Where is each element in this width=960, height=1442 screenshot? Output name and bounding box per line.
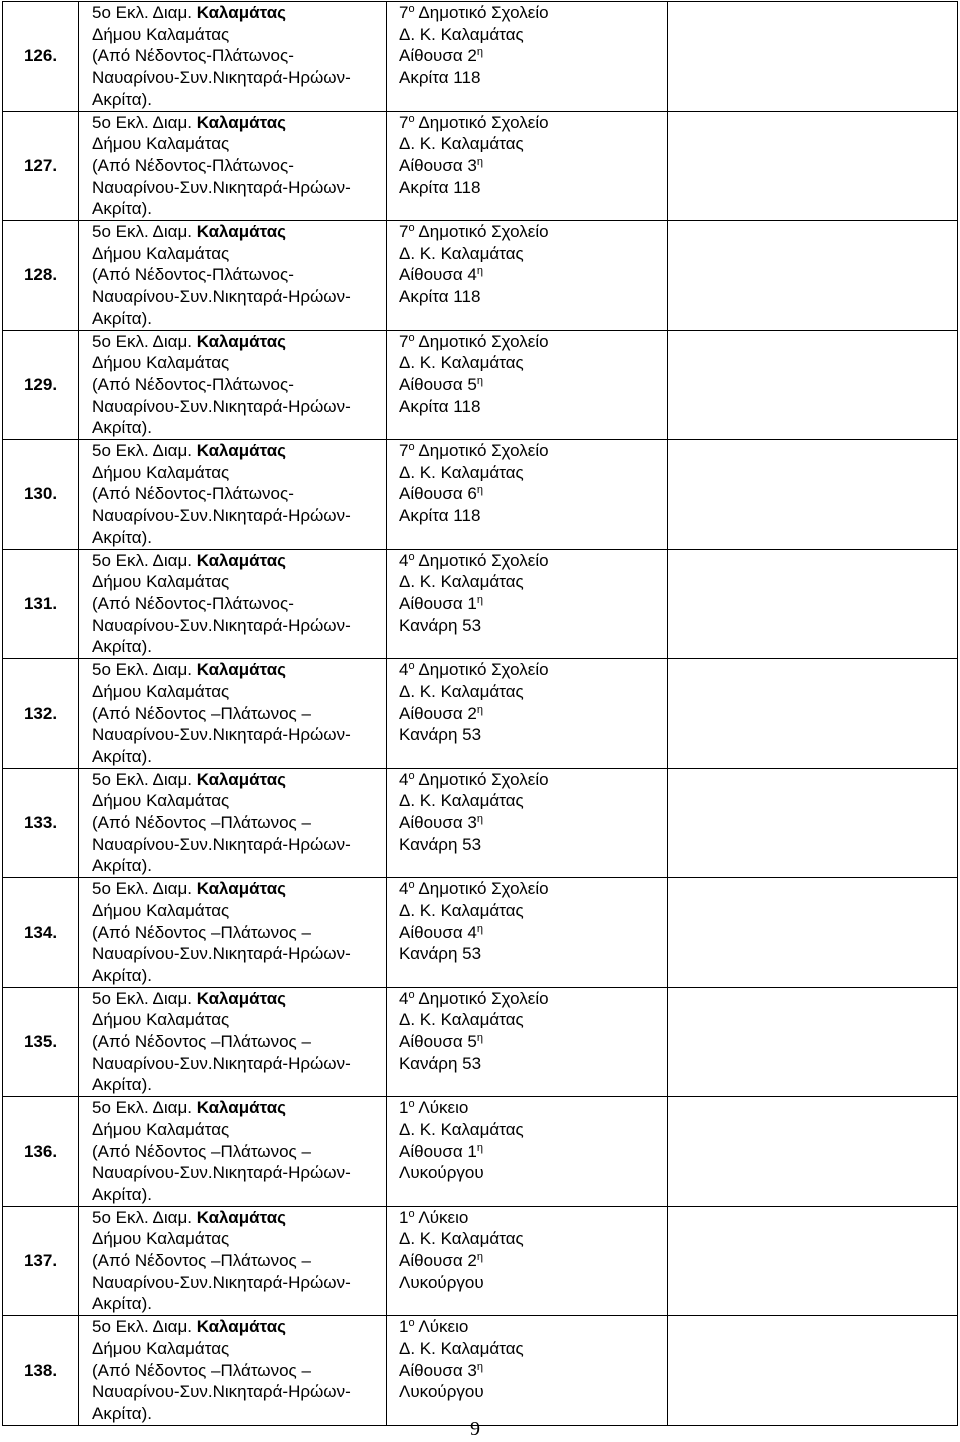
electoral-district-cell <box>79 659 387 769</box>
district-city: Καλαμάτας <box>196 222 286 242</box>
electoral-district-cell <box>79 878 387 988</box>
district-streets-line1: (Από Νέδοντος-Πλάτωνος- <box>92 46 294 66</box>
district-municipality: Δήμου Καλαμάτας <box>92 1010 230 1030</box>
district-streets-line2: Ναυαρίνου-Συν.Νικηταρά-Ηρώων- <box>92 725 351 745</box>
district-city: Καλαμάτας <box>196 1317 286 1337</box>
district-streets-line2: Ναυαρίνου-Συν.Νικηταρά-Ηρώων- <box>92 506 351 526</box>
polling-place-cell <box>387 1097 668 1207</box>
table-row <box>3 659 958 769</box>
room-label: Αίθουσα <box>399 374 463 394</box>
school-ordinal: 1 <box>399 1317 409 1337</box>
row-number: 134. <box>3 878 79 988</box>
district-streets-line2: Ναυαρίνου-Συν.Νικηταρά-Ηρώων- <box>92 615 351 635</box>
street-address: Λυκούργου <box>399 1163 484 1183</box>
polling-place-cell <box>387 330 668 440</box>
street-address: Ακρίτα 118 <box>399 177 481 197</box>
school-ordinal: 1 <box>399 1098 409 1118</box>
polling-place-cell <box>387 987 668 1097</box>
room-number-suffix: η <box>476 1251 483 1264</box>
empty-cell <box>668 2 958 112</box>
room-number: 1 <box>467 1141 477 1161</box>
school-ordinal-suffix: ο <box>408 1098 415 1111</box>
district-municipality: Δήμου Καλαμάτας <box>92 791 230 811</box>
community-name: Δ. Κ. Καλαμάτας <box>399 243 524 263</box>
district-municipality: Δήμου Καλαμάτας <box>92 900 230 920</box>
school-name: Δημοτικό Σχολείο <box>418 988 549 1008</box>
row-number: 128. <box>3 221 79 331</box>
school-ordinal: 7 <box>399 222 409 242</box>
table-row <box>3 549 958 659</box>
row-number: 127. <box>3 111 79 221</box>
district-prefix: 5ο Εκλ. Διαμ. <box>92 112 192 132</box>
district-streets-line2: Ναυαρίνου-Συν.Νικηταρά-Ηρώων- <box>92 1053 351 1073</box>
room-number-suffix: η <box>476 1360 483 1373</box>
district-streets-line2: Ναυαρίνου-Συν.Νικηταρά-Ηρώων- <box>92 944 351 964</box>
empty-cell <box>668 111 958 221</box>
row-number: 136. <box>3 1097 79 1207</box>
district-streets-line1: (Από Νέδοντος –Πλάτωνος – <box>92 813 311 833</box>
district-city: Καλαμάτας <box>196 550 286 570</box>
district-municipality: Δήμου Καλαμάτας <box>92 462 230 482</box>
district-city: Καλαμάτας <box>196 988 286 1008</box>
district-streets-line1: (Από Νέδοντος-Πλάτωνος- <box>92 155 294 175</box>
table-body <box>3 2 958 1426</box>
room-number-suffix: η <box>476 813 483 826</box>
school-name: Δημοτικό Σχολείο <box>418 3 549 22</box>
district-municipality: Δήμου Καλαμάτας <box>92 243 230 263</box>
district-city: Καλαμάτας <box>196 331 286 351</box>
district-streets-line3: Ακρίτα). <box>92 856 152 876</box>
school-ordinal-suffix: ο <box>408 769 415 782</box>
page-number: 9 <box>470 1418 480 1440</box>
street-address: Ακρίτα 118 <box>399 506 481 526</box>
school-ordinal: 7 <box>399 3 409 22</box>
district-streets-line1: (Από Νέδοντος –Πλάτωνος – <box>92 703 311 723</box>
room-label: Αίθουσα <box>399 1032 463 1052</box>
district-streets-line2: Ναυαρίνου-Συν.Νικηταρά-Ηρώων- <box>92 287 351 307</box>
electoral-district-cell <box>79 1206 387 1316</box>
district-prefix: 5ο Εκλ. Διαμ. <box>92 1207 192 1227</box>
electoral-district-cell <box>79 440 387 550</box>
district-streets-line2: Ναυαρίνου-Συν.Νικηταρά-Ηρώων- <box>92 834 351 854</box>
district-streets-line3: Ακρίτα). <box>92 199 152 219</box>
empty-cell <box>668 330 958 440</box>
district-streets-line1: (Από Νέδοντος –Πλάτωνος – <box>92 1251 311 1271</box>
table-row <box>3 768 958 878</box>
district-prefix: 5ο Εκλ. Διαμ. <box>92 1317 192 1337</box>
empty-cell <box>668 549 958 659</box>
district-municipality: Δήμου Καλαμάτας <box>92 1338 230 1358</box>
community-name: Δ. Κ. Καλαμάτας <box>399 24 524 44</box>
community-name: Δ. Κ. Καλαμάτας <box>399 1119 524 1139</box>
school-name: Δημοτικό Σχολείο <box>418 112 549 132</box>
community-name: Δ. Κ. Καλαμάτας <box>399 681 524 701</box>
district-streets-line1: (Από Νέδοντος –Πλάτωνος – <box>92 1141 311 1161</box>
electoral-district-cell <box>79 768 387 878</box>
school-ordinal-suffix: ο <box>408 550 415 563</box>
school-name: Δημοτικό Σχολείο <box>418 660 549 680</box>
room-number: 3 <box>467 155 477 175</box>
district-streets-line3: Ακρίτα). <box>92 89 152 109</box>
district-municipality: Δήμου Καλαμάτας <box>92 134 230 154</box>
street-address: Λυκούργου <box>399 1272 484 1292</box>
school-ordinal: 4 <box>399 988 409 1008</box>
school-ordinal: 7 <box>399 441 409 461</box>
school-ordinal-suffix: ο <box>408 1317 415 1330</box>
room-number-suffix: η <box>476 1141 483 1154</box>
row-number: 137. <box>3 1206 79 1316</box>
school-ordinal-suffix: ο <box>408 879 415 892</box>
district-streets-line3: Ακρίτα). <box>92 1404 152 1423</box>
room-number-suffix: η <box>476 1032 483 1045</box>
electoral-district-cell <box>79 111 387 221</box>
room-number: 6 <box>467 484 477 504</box>
polling-place-cell <box>387 1316 668 1426</box>
room-number-suffix: η <box>476 155 483 168</box>
school-ordinal-suffix: ο <box>408 1207 415 1220</box>
school-name: Λύκειο <box>418 1207 469 1227</box>
table-row <box>3 440 958 550</box>
district-prefix: 5ο Εκλ. Διαμ. <box>92 988 192 1008</box>
row-number: 126. <box>3 2 79 112</box>
district-streets-line3: Ακρίτα). <box>92 746 152 766</box>
street-address: Κανάρη 53 <box>399 725 482 745</box>
school-ordinal-suffix: ο <box>408 112 415 125</box>
room-number-suffix: η <box>476 265 483 278</box>
empty-cell <box>668 1316 958 1426</box>
polling-place-cell <box>387 1206 668 1316</box>
electoral-district-cell <box>79 330 387 440</box>
polling-place-cell <box>387 878 668 988</box>
empty-cell <box>668 878 958 988</box>
room-number: 1 <box>467 593 477 613</box>
district-streets-line1: (Από Νέδοντος-Πλάτωνος- <box>92 484 294 504</box>
district-streets-line3: Ακρίτα). <box>92 418 152 438</box>
electoral-district-cell <box>79 549 387 659</box>
district-municipality: Δήμου Καλαμάτας <box>92 1229 230 1249</box>
district-city: Καλαμάτας <box>196 1207 286 1227</box>
room-number-suffix: η <box>476 922 483 935</box>
row-number: 135. <box>3 987 79 1097</box>
room-number-suffix: η <box>476 374 483 387</box>
polling-place-cell <box>387 221 668 331</box>
school-name: Λύκειο <box>418 1317 469 1337</box>
district-streets-line2: Ναυαρίνου-Συν.Νικηταρά-Ηρώων- <box>92 177 351 197</box>
district-municipality: Δήμου Καλαμάτας <box>92 24 230 44</box>
district-streets-line2: Ναυαρίνου-Συν.Νικηταρά-Ηρώων- <box>92 1163 351 1183</box>
empty-cell <box>668 659 958 769</box>
school-ordinal: 4 <box>399 769 409 789</box>
electoral-district-cell <box>79 221 387 331</box>
room-label: Αίθουσα <box>399 155 463 175</box>
room-number: 2 <box>467 46 477 66</box>
district-streets-line1: (Από Νέδοντος –Πλάτωνος – <box>92 1032 311 1052</box>
school-ordinal-suffix: ο <box>408 988 415 1001</box>
room-label: Αίθουσα <box>399 46 463 66</box>
empty-cell <box>668 1097 958 1207</box>
district-streets-line3: Ακρίτα). <box>92 527 152 547</box>
district-streets-line2: Ναυαρίνου-Συν.Νικηταρά-Ηρώων- <box>92 1382 351 1402</box>
school-ordinal: 4 <box>399 660 409 680</box>
room-label: Αίθουσα <box>399 265 463 285</box>
school-ordinal-suffix: ο <box>408 660 415 673</box>
district-municipality: Δήμου Καλαμάτας <box>92 572 230 592</box>
room-number: 2 <box>467 1251 477 1271</box>
empty-cell <box>668 1206 958 1316</box>
row-number: 132. <box>3 659 79 769</box>
district-streets-line3: Ακρίτα). <box>92 965 152 985</box>
community-name: Δ. Κ. Καλαμάτας <box>399 353 524 373</box>
community-name: Δ. Κ. Καλαμάτας <box>399 1010 524 1030</box>
district-streets-line1: (Από Νέδοντος-Πλάτωνος- <box>92 374 294 394</box>
school-ordinal: 1 <box>399 1207 409 1227</box>
polling-place-cell <box>387 768 668 878</box>
district-streets-line3: Ακρίτα). <box>92 1075 152 1095</box>
district-prefix: 5ο Εκλ. Διαμ. <box>92 3 192 22</box>
district-streets-line2: Ναυαρίνου-Συν.Νικηταρά-Ηρώων- <box>92 396 351 416</box>
electoral-district-cell <box>79 2 387 112</box>
room-number-suffix: η <box>476 703 483 716</box>
school-ordinal-suffix: ο <box>408 441 415 454</box>
school-ordinal-suffix: ο <box>408 3 415 15</box>
polling-stations-table <box>2 1 958 1426</box>
room-label: Αίθουσα <box>399 1141 463 1161</box>
street-address: Λυκούργου <box>399 1382 484 1402</box>
district-city: Καλαμάτας <box>196 879 286 899</box>
district-prefix: 5ο Εκλ. Διαμ. <box>92 1098 192 1118</box>
school-name: Δημοτικό Σχολείο <box>418 222 549 242</box>
room-number-suffix: η <box>476 484 483 497</box>
community-name: Δ. Κ. Καλαμάτας <box>399 572 524 592</box>
electoral-district-cell <box>79 987 387 1097</box>
community-name: Δ. Κ. Καλαμάτας <box>399 900 524 920</box>
community-name: Δ. Κ. Καλαμάτας <box>399 134 524 154</box>
row-number: 133. <box>3 768 79 878</box>
room-label: Αίθουσα <box>399 593 463 613</box>
school-ordinal: 4 <box>399 550 409 570</box>
district-streets-line1: (Από Νέδοντος-Πλάτωνος- <box>92 265 294 285</box>
district-municipality: Δήμου Καλαμάτας <box>92 353 230 373</box>
district-city: Καλαμάτας <box>196 769 286 789</box>
row-number: 138. <box>3 1316 79 1426</box>
room-label: Αίθουσα <box>399 922 463 942</box>
district-streets-line3: Ακρίτα). <box>92 1184 152 1204</box>
school-name: Δημοτικό Σχολείο <box>418 331 549 351</box>
polling-place-cell <box>387 2 668 112</box>
district-prefix: 5ο Εκλ. Διαμ. <box>92 550 192 570</box>
district-city: Καλαμάτας <box>196 660 286 680</box>
table-row <box>3 2 958 112</box>
school-ordinal-suffix: ο <box>408 331 415 344</box>
district-prefix: 5ο Εκλ. Διαμ. <box>92 331 192 351</box>
room-number-suffix: η <box>476 46 483 59</box>
room-label: Αίθουσα <box>399 813 463 833</box>
room-number: 4 <box>467 265 477 285</box>
empty-cell <box>668 987 958 1097</box>
empty-cell <box>668 221 958 331</box>
row-number: 130. <box>3 440 79 550</box>
district-streets-line1: (Από Νέδοντος-Πλάτωνος- <box>92 593 294 613</box>
table-row <box>3 111 958 221</box>
district-municipality: Δήμου Καλαμάτας <box>92 1119 230 1139</box>
district-prefix: 5ο Εκλ. Διαμ. <box>92 879 192 899</box>
district-prefix: 5ο Εκλ. Διαμ. <box>92 660 192 680</box>
district-streets-line3: Ακρίτα). <box>92 308 152 328</box>
district-streets-line3: Ακρίτα). <box>92 1294 152 1314</box>
school-ordinal: 7 <box>399 331 409 351</box>
room-number-suffix: η <box>476 593 483 606</box>
room-label: Αίθουσα <box>399 484 463 504</box>
polling-place-cell <box>387 440 668 550</box>
district-municipality: Δήμου Καλαμάτας <box>92 681 230 701</box>
street-address: Ακρίτα 118 <box>399 396 481 416</box>
table-row <box>3 221 958 331</box>
room-number: 3 <box>467 1360 477 1380</box>
room-label: Αίθουσα <box>399 1251 463 1271</box>
room-number: 2 <box>467 703 477 723</box>
empty-cell <box>668 440 958 550</box>
table-row <box>3 987 958 1097</box>
room-label: Αίθουσα <box>399 703 463 723</box>
district-streets-line2: Ναυαρίνου-Συν.Νικηταρά-Ηρώων- <box>92 68 351 88</box>
table-row <box>3 330 958 440</box>
community-name: Δ. Κ. Καλαμάτας <box>399 791 524 811</box>
room-number: 5 <box>467 1032 477 1052</box>
room-number: 5 <box>467 374 477 394</box>
polling-place-cell <box>387 659 668 769</box>
district-prefix: 5ο Εκλ. Διαμ. <box>92 441 192 461</box>
row-number: 129. <box>3 330 79 440</box>
school-ordinal: 4 <box>399 879 409 899</box>
community-name: Δ. Κ. Καλαμάτας <box>399 462 524 482</box>
row-number: 131. <box>3 549 79 659</box>
polling-place-cell <box>387 111 668 221</box>
table-row <box>3 1097 958 1207</box>
street-address: Κανάρη 53 <box>399 944 482 964</box>
district-prefix: 5ο Εκλ. Διαμ. <box>92 769 192 789</box>
table-row <box>3 1206 958 1316</box>
community-name: Δ. Κ. Καλαμάτας <box>399 1338 524 1358</box>
table-row <box>3 1316 958 1426</box>
street-address: Κανάρη 53 <box>399 1053 482 1073</box>
street-address: Κανάρη 53 <box>399 834 482 854</box>
street-address: Κανάρη 53 <box>399 615 482 635</box>
district-streets-line3: Ακρίτα). <box>92 637 152 657</box>
room-label: Αίθουσα <box>399 1360 463 1380</box>
school-name: Δημοτικό Σχολείο <box>418 550 549 570</box>
electoral-district-cell <box>79 1097 387 1207</box>
school-name: Δημοτικό Σχολείο <box>418 441 549 461</box>
district-streets-line1: (Από Νέδοντος –Πλάτωνος – <box>92 1360 311 1380</box>
empty-cell <box>668 768 958 878</box>
electoral-district-cell <box>79 1316 387 1426</box>
school-name: Δημοτικό Σχολείο <box>418 769 549 789</box>
school-ordinal: 7 <box>399 112 409 132</box>
district-city: Καλαμάτας <box>196 3 286 22</box>
district-prefix: 5ο Εκλ. Διαμ. <box>92 222 192 242</box>
school-ordinal-suffix: ο <box>408 222 415 235</box>
street-address: Ακρίτα 118 <box>399 68 481 88</box>
district-city: Καλαμάτας <box>196 441 286 461</box>
room-number: 3 <box>467 813 477 833</box>
polling-place-cell <box>387 549 668 659</box>
district-city: Καλαμάτας <box>196 112 286 132</box>
school-name: Λύκειο <box>418 1098 469 1118</box>
table-row <box>3 878 958 988</box>
school-name: Δημοτικό Σχολείο <box>418 879 549 899</box>
district-city: Καλαμάτας <box>196 1098 286 1118</box>
community-name: Δ. Κ. Καλαμάτας <box>399 1229 524 1249</box>
district-streets-line1: (Από Νέδοντος –Πλάτωνος – <box>92 922 311 942</box>
room-number: 4 <box>467 922 477 942</box>
district-streets-line2: Ναυαρίνου-Συν.Νικηταρά-Ηρώων- <box>92 1272 351 1292</box>
street-address: Ακρίτα 118 <box>399 287 481 307</box>
